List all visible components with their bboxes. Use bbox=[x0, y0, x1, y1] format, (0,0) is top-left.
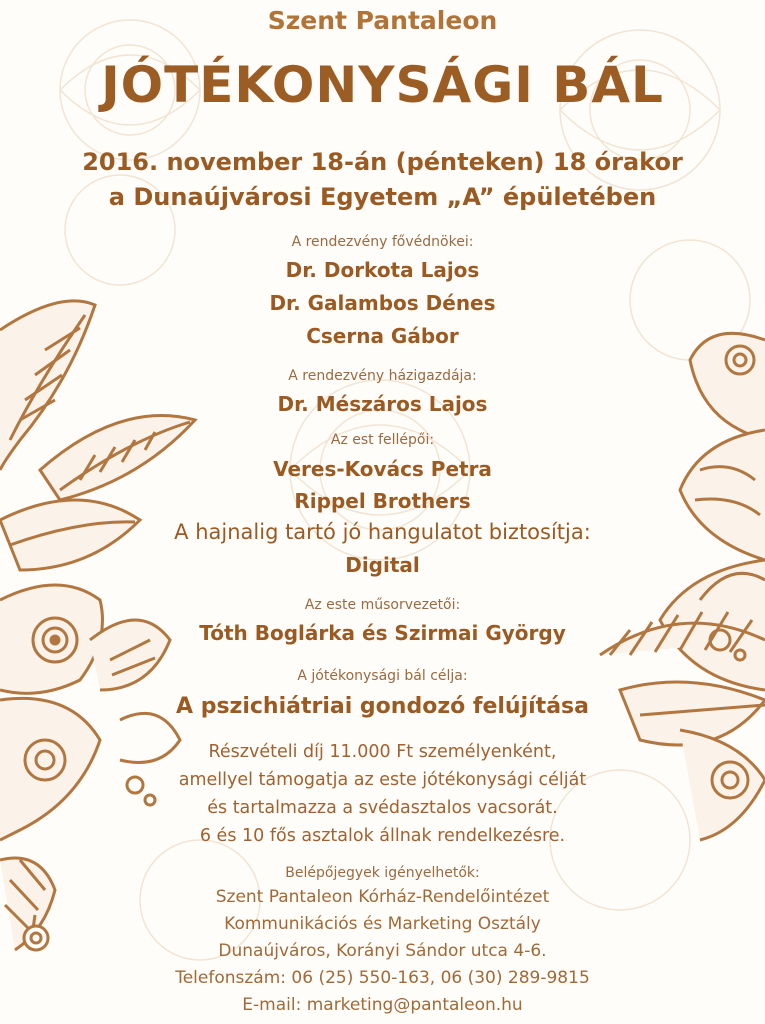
event-title: JÓTÉKONYSÁGI BÁL bbox=[101, 56, 664, 114]
party-music-line: A hajnalig tartó jó hangulatot biztosítja: bbox=[174, 520, 591, 544]
organization-name: Szent Pantaleon bbox=[267, 6, 498, 35]
performer-name: Veres-Kovács Petra bbox=[273, 457, 492, 481]
performer-name: Rippel Brothers bbox=[294, 489, 471, 513]
ticket-phone: Telefonszám: 06 (25) 550-163, 06 (30) 289-9815 bbox=[175, 968, 590, 988]
event-date: 2016. november 18-án (pénteken) 18 órakor bbox=[82, 148, 683, 176]
fee-line: 6 és 10 fős asztalok állnak rendelkezésre. bbox=[199, 826, 566, 846]
fee-line: Részvételi díj 11.000 Ft személyenként, bbox=[208, 742, 557, 762]
host-label: A rendezvény házigazdája: bbox=[288, 368, 477, 384]
goal-text: A pszichiátriai gondozó felújítása bbox=[176, 694, 589, 719]
performers-label: Az est fellépői: bbox=[330, 432, 435, 448]
ticket-office-name: Szent Pantaleon Kórház-Rendelőintézet bbox=[215, 887, 550, 907]
ticket-department: Kommunikációs és Marketing Osztály bbox=[224, 914, 541, 934]
host-name: Dr. Mészáros Lajos bbox=[277, 392, 488, 416]
patrons-label: A rendezvény fővédnökei: bbox=[291, 234, 474, 250]
goal-label: A jótékonysági bál célja: bbox=[297, 668, 468, 684]
presenters-label: Az este műsorvezetői: bbox=[304, 597, 461, 613]
patron-name: Dr. Galambos Dénes bbox=[269, 291, 496, 315]
fee-line: amellyel támogatja az este jótékonysági célját bbox=[178, 770, 587, 790]
event-venue: a Dunaújvárosi Egyetem „A” épületében bbox=[108, 183, 657, 211]
presenters-names: Tóth Boglárka és Szirmai György bbox=[199, 621, 566, 645]
patron-name: Dr. Dorkota Lajos bbox=[285, 258, 480, 282]
party-act-name: Digital bbox=[345, 553, 420, 577]
ticket-address: Dunaújváros, Korányi Sándor utca 4-6. bbox=[218, 941, 547, 961]
tickets-label: Belépőjegyek igényelhetők: bbox=[285, 865, 480, 881]
fee-line: és tartalmazza a svédasztalos vacsorát. bbox=[207, 798, 558, 818]
patron-name: Cserna Gábor bbox=[306, 324, 459, 348]
ticket-email: E-mail: marketing@pantaleon.hu bbox=[242, 995, 523, 1015]
